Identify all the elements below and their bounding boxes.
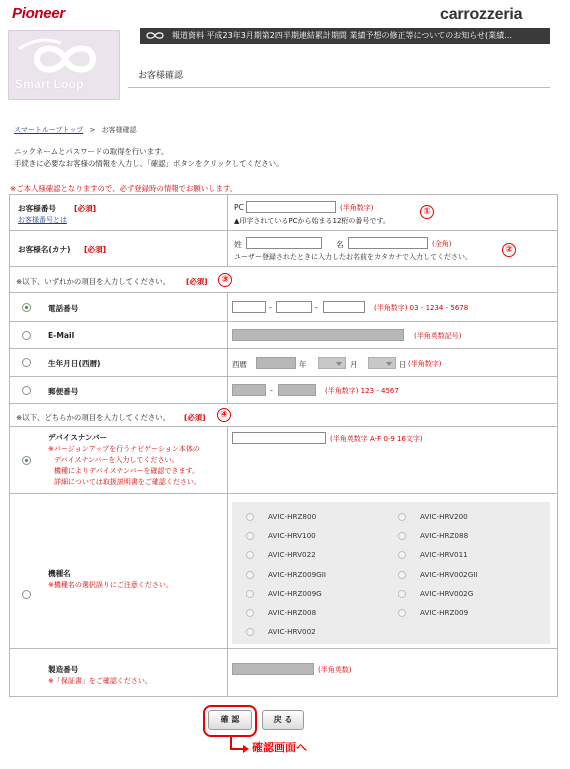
infinity-icon (143, 30, 167, 41)
device-number-note-1: ※バージョンアップを行うナビゲーション本体の (48, 445, 200, 453)
name-kana-note: ユーザー登録されたときに入力したお名前をカタカナで入力してください。 (234, 253, 472, 261)
serial-number-label: 製造番号 (48, 665, 79, 674)
model-option-radio[interactable] (246, 590, 254, 598)
postal-input-1[interactable] (232, 384, 266, 396)
model-option-radio[interactable] (398, 532, 406, 540)
model-option-label[interactable]: AVIC-HRZ009GII (268, 569, 326, 579)
birth-day-select[interactable] (368, 357, 396, 369)
device-number-row (10, 427, 557, 494)
device-number-radio[interactable] (22, 456, 31, 465)
sei-label: 姓 (234, 240, 242, 249)
name-kana-hint: (全角) (432, 240, 452, 248)
birthday-hint: (半角数字) (408, 360, 442, 368)
postal-hint: (半角数字) 123 - 4567 (325, 387, 399, 395)
pc-prefix: PC (234, 203, 244, 212)
model-label: 機種名 (48, 569, 71, 578)
callout-text: 確認画面へ (252, 741, 307, 754)
customer-number-label-cell (10, 195, 228, 230)
device-number-label-cell (10, 427, 228, 493)
model-option-label[interactable]: AVIC-HRV022 (268, 550, 316, 560)
step-marker-1: ① (420, 205, 434, 219)
intro-text (14, 146, 283, 170)
model-option-label[interactable]: AVIC-HRZ009 (420, 608, 469, 617)
mei-label: 名 (336, 240, 344, 249)
model-options-box (232, 502, 550, 644)
model-option-radio[interactable] (246, 551, 254, 559)
birth-month-label: 月 (350, 360, 358, 369)
email-hint: (半角英数記号) (414, 332, 462, 340)
mei-input[interactable] (348, 237, 428, 249)
postal-row (10, 377, 557, 404)
serial-number-note: ※「保証書」をご確認ください。 (48, 677, 152, 685)
birthday-radio[interactable] (22, 358, 31, 367)
section-either-required: [必須] (184, 413, 206, 422)
device-number-input[interactable] (232, 432, 326, 444)
phone-row (10, 293, 557, 322)
model-option-radio[interactable] (246, 609, 254, 617)
breadcrumb-current: お客様確認 (101, 126, 137, 134)
email-input[interactable] (232, 329, 404, 341)
customer-number-required: [必須] (74, 204, 97, 213)
breadcrumb-home-link[interactable]: スマートループトップ (14, 126, 84, 134)
serial-number-label-cell (10, 649, 228, 697)
postal-label-cell (10, 377, 228, 403)
breadcrumb (14, 125, 137, 135)
phone-radio[interactable] (22, 303, 31, 312)
intro-line-2: 手続きに必要なお客様の情報を入力し、「確認」ボタンをクリックしてください。 (14, 159, 284, 168)
page-title-band (128, 60, 550, 88)
pioneer-logo[interactable]: Pioneer (12, 5, 65, 22)
phone-input-2[interactable] (276, 301, 312, 313)
phone-hint: (半角数字) 03 - 1234 - 5678 (374, 304, 469, 312)
section-any-one-required: [必須] (186, 277, 208, 286)
birth-year-label: 年 (299, 360, 307, 369)
postal-label: 郵便番号 (48, 387, 79, 396)
model-option-label[interactable]: AVIC-HRZ008 (268, 608, 317, 617)
model-note: ※機種名の選択誤りにご注意ください。 (48, 581, 173, 589)
customer-number-note: ▲印字されているPCから始まる12桁の番号です。 (234, 217, 390, 225)
email-label: E-Mail (48, 331, 75, 340)
arrow-right-icon (243, 745, 249, 753)
name-kana-row (10, 231, 557, 267)
confirm-button[interactable]: 確 認 (208, 710, 252, 730)
device-number-note-2: デバイスナンバーを入力してください。 (54, 456, 179, 464)
device-number-note-4: 詳細については取扱説明書をご確認ください。 (54, 478, 201, 486)
model-option-radio[interactable] (246, 571, 254, 579)
customer-number-hint: (半角数字) (340, 204, 374, 212)
phone-sep-2: - (315, 303, 318, 312)
device-number-hint: (半角英数字 A-F 0-9 16文字) (330, 435, 423, 443)
birthday-era-label: 西暦 (232, 360, 247, 369)
news-ticker[interactable] (140, 28, 550, 44)
section-either-text: ※以下、どちらかの項目を入力してください。 (16, 413, 171, 422)
smart-loop-logo[interactable] (8, 30, 120, 100)
model-option-label[interactable]: AVIC-HRZ009G (268, 588, 322, 598)
model-option-label[interactable]: AVIC-HRV002 (268, 627, 316, 637)
birthday-label-cell (10, 349, 228, 376)
phone-input-3[interactable] (323, 301, 365, 313)
postal-sep: - (270, 386, 273, 395)
serial-number-row (10, 649, 557, 697)
page-title: お客様確認 (138, 71, 184, 81)
customer-number-label: お客様番号 (18, 204, 56, 213)
carrozzeria-logo[interactable]: carrozzeria (440, 6, 523, 23)
callout-arrow-horizontal (230, 748, 244, 750)
model-label-cell (10, 494, 228, 648)
model-option-radio[interactable] (246, 628, 254, 636)
postal-input-2[interactable] (278, 384, 316, 396)
model-option-label[interactable]: AVIC-HRV002G (420, 588, 474, 598)
model-option-label[interactable]: AVIC-HRZ800 (268, 512, 317, 521)
section-any-one-header (10, 267, 557, 293)
model-radio[interactable] (22, 590, 31, 599)
model-option-radio[interactable] (398, 571, 406, 579)
step-marker-2: ② (502, 243, 516, 257)
serial-number-input[interactable] (232, 663, 314, 675)
device-number-label: デバイスナンバー (48, 433, 108, 442)
name-kana-required: [必須] (84, 245, 107, 254)
section-either-header (10, 404, 557, 427)
notice-text: ※ご本人様確認となりますので、必ず登録時の情報でお願いします。 (10, 184, 238, 193)
email-radio[interactable] (22, 331, 31, 340)
section-any-one-text: ※以下、いずれかの項目を入力してください。 (16, 277, 171, 286)
model-option-label[interactable]: AVIC-HRV002GII (420, 569, 478, 579)
phone-sep-1: - (269, 303, 272, 312)
email-row (10, 322, 557, 349)
model-option-radio[interactable] (398, 609, 406, 617)
sei-input[interactable] (246, 237, 322, 249)
step-marker-4: ④ (217, 408, 231, 422)
step-marker-3: ③ (218, 273, 232, 287)
model-option-label[interactable]: AVIC-HRV011 (420, 550, 468, 560)
birthday-label: 生年月日(西暦) (48, 359, 101, 368)
customer-number-input[interactable] (246, 201, 336, 213)
model-option-radio[interactable] (398, 590, 406, 598)
phone-label: 電話番号 (48, 304, 79, 313)
model-option-radio[interactable] (246, 513, 254, 521)
model-option-label[interactable]: AVIC-HRZ088 (420, 531, 469, 541)
infinity-loop-icon (9, 33, 121, 83)
customer-number-row (10, 195, 557, 231)
postal-radio[interactable] (22, 386, 31, 395)
phone-input-1[interactable] (232, 301, 266, 313)
device-number-note-3: 機種によりデバイスナンバーを確認できます。 (54, 467, 199, 475)
name-kana-label-cell (10, 231, 228, 266)
phone-label-cell (10, 293, 228, 321)
name-kana-label: お客様名(カナ) (18, 245, 71, 254)
intro-line-1: ニックネームとパスワードの取得を行います。 (14, 147, 169, 156)
news-text[interactable]: 報道資料 平成23年3月期第2四半期連結累計期間 業績予想の修正等についてのお知らせ(業績… (172, 31, 513, 40)
birth-month-select[interactable] (318, 357, 346, 369)
customer-number-help-link[interactable]: お客様番号とは (18, 216, 67, 224)
serial-number-hint: (半角英数) (318, 666, 352, 674)
model-option-radio[interactable] (398, 551, 406, 559)
birth-year-input[interactable] (256, 357, 296, 369)
email-label-cell (10, 322, 228, 348)
model-option-radio[interactable] (246, 532, 254, 540)
model-option-label[interactable]: AVIC-HRV200 (420, 512, 468, 521)
model-option-label[interactable]: AVIC-HRV100 (268, 531, 316, 541)
breadcrumb-separator: > (89, 126, 96, 134)
birthday-row (10, 349, 557, 377)
model-option-radio[interactable] (398, 513, 406, 521)
logo-text: Smart Loop (15, 77, 84, 91)
back-button[interactable]: 戻 る (262, 710, 304, 730)
birth-day-label: 日 (399, 360, 407, 369)
